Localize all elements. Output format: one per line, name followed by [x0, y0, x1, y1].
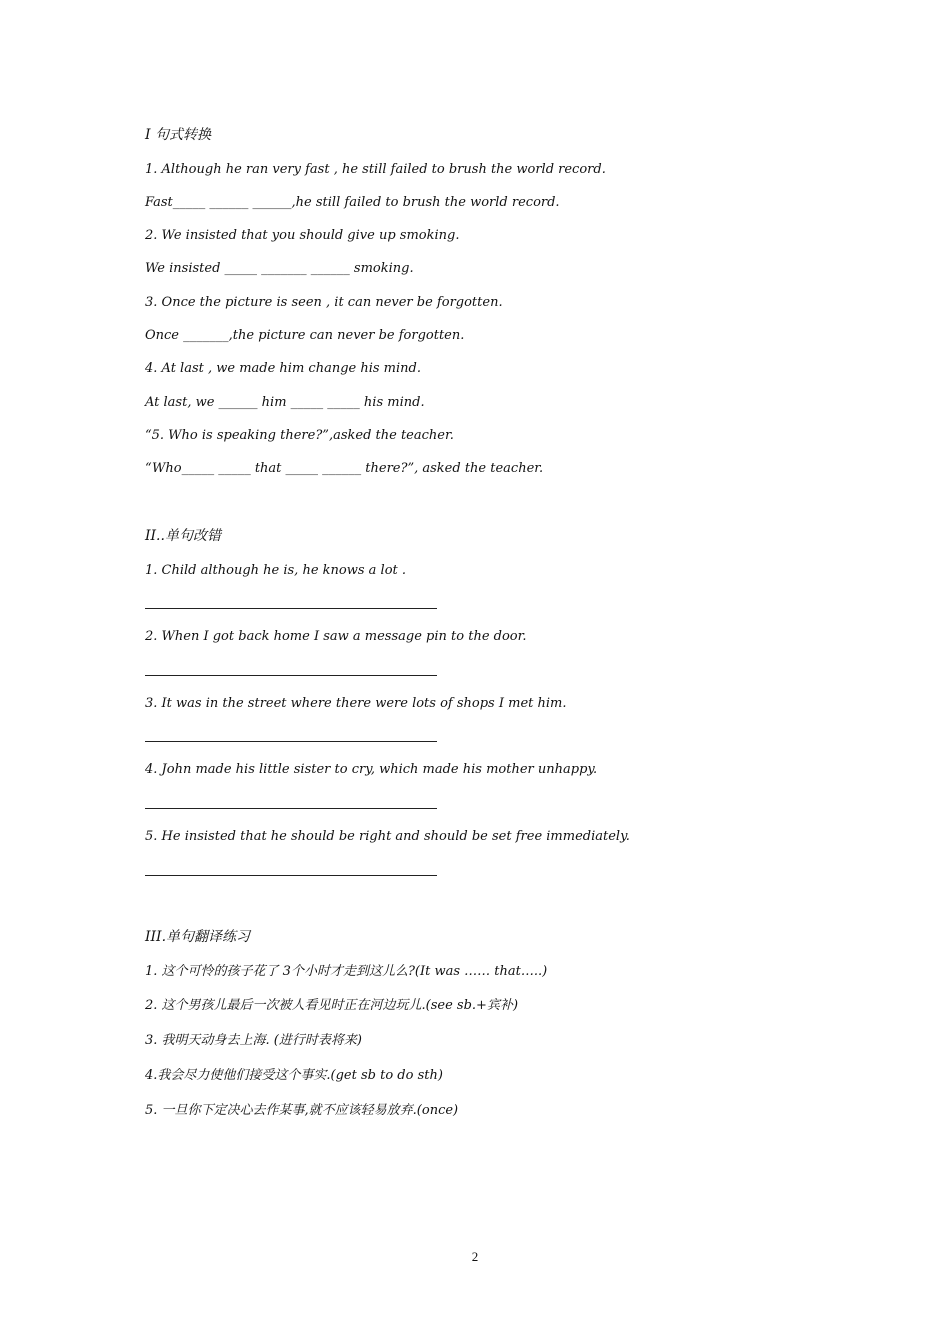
answer-line	[145, 675, 437, 676]
section-2-item: 2. When I got back home I saw a message pin to the door.	[145, 629, 527, 644]
section-3-item: 3. 我明天动身去上海. (进行时表将来)	[145, 1033, 362, 1048]
section-1-item: 4. At last , we made him change his mind.	[145, 361, 421, 376]
section-3-item: 1. 这个可怜的孩子花了 3个小时才走到这儿么?(It was …… that…..)	[145, 964, 548, 979]
section-1-item: 1. Although he ran very fast , he still failed to brush the world record.	[145, 162, 606, 177]
section-1-item: Fast_____ ______ ______,he still failed to brush the world record.	[145, 195, 560, 210]
section-2-heading: II..单句改错	[145, 528, 221, 544]
section-1-item: 2. We insisted that you should give up smoking.	[145, 228, 460, 243]
section-3-item: 5. 一旦你下定决心去作某事,就不应该轻易放弃.(once)	[145, 1103, 459, 1118]
section-1-heading: I 句式转换	[145, 127, 211, 143]
section-1-item: Once _______,the picture can never be forgotten.	[145, 328, 465, 343]
page-number: 2	[471, 1249, 479, 1264]
section-1-item: “Who_____ _____ that _____ ______ there?”, asked the teacher.	[145, 461, 544, 476]
section-1-item: We insisted _____ _______ ______ smoking.	[145, 261, 414, 276]
section-3-heading: III.单句翻译练习	[145, 929, 251, 945]
section-1-item: “5. Who is speaking there?”,asked the teacher.	[145, 428, 454, 443]
section-2-item: 5. He insisted that he should be right and should be set free immediately.	[145, 829, 630, 844]
section-2-item: 3. It was in the street where there were lots of shops I met him.	[145, 696, 567, 711]
section-1-item: At last, we ______ him _____ _____ his mind.	[145, 395, 425, 410]
section-3-item: 4.我会尽力使他们接受这个事实.(get sb to do sth)	[145, 1068, 443, 1083]
section-3-item: 2. 这个男孩儿最后一次被人看见时正在河边玩儿.(see sb.+宾补)	[145, 998, 519, 1013]
answer-line	[145, 608, 437, 609]
section-2-item: 1. Child although he is, he knows a lot .	[145, 563, 407, 578]
answer-line	[145, 741, 437, 742]
section-2-item: 4. John made his little sister to cry, which made his mother unhappy.	[145, 762, 598, 777]
answer-line	[145, 808, 437, 809]
section-1-item: 3. Once the picture is seen , it can never be forgotten.	[145, 295, 503, 310]
answer-line	[145, 875, 437, 876]
